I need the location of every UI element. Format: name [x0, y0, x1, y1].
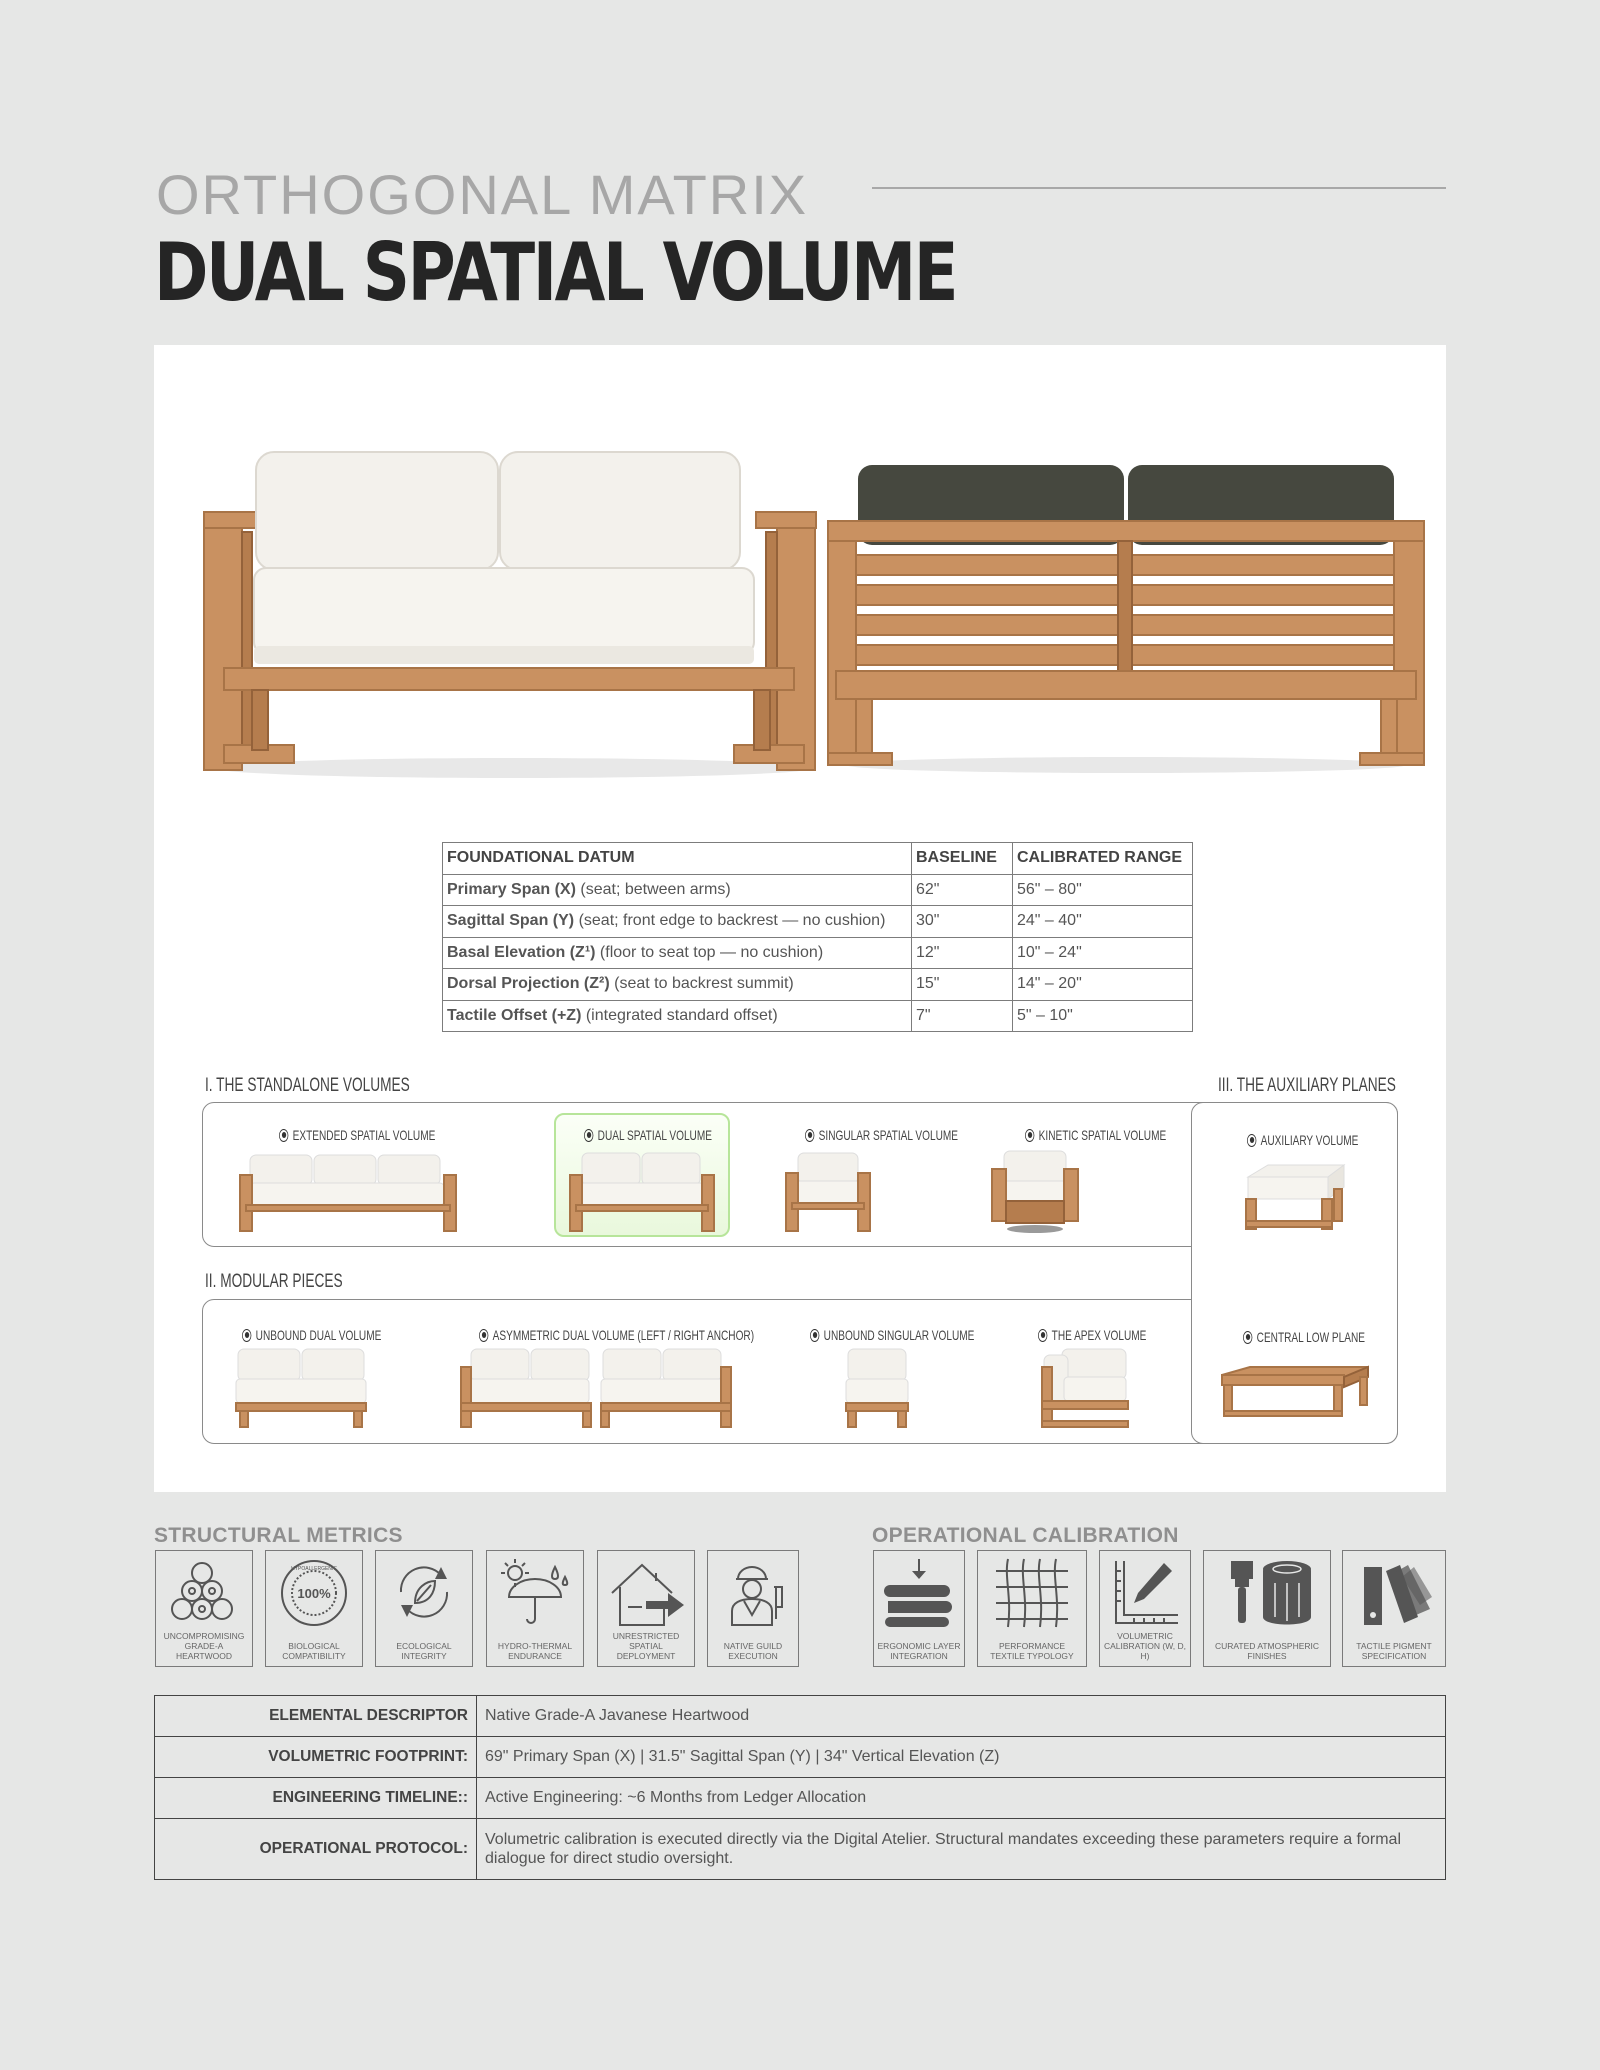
option-asymmetric-dual-volume[interactable] [479, 1327, 754, 1343]
spec-key: VOLUMETRIC FOOTPRINT: [155, 1737, 477, 1778]
spec-key: ELEMENTAL DESCRIPTOR [155, 1696, 477, 1737]
radio-icon [279, 1129, 288, 1142]
range-cell: 14" – 20" [1013, 969, 1193, 1001]
calibration-caption: ERGONOMIC LAYER INTEGRATION [877, 1641, 961, 1661]
ruler-pencil-icon [1110, 1557, 1180, 1629]
option-singular-spatial-volume[interactable] [805, 1127, 958, 1143]
radio-icon [584, 1129, 593, 1142]
seal-percent: 100% [297, 1586, 331, 1601]
range-cell: 56" – 80" [1013, 874, 1193, 906]
operational-calibration-heading: OPERATIONAL CALIBRATION [872, 1524, 1179, 1547]
datum-label: Sagittal Span (Y) [447, 912, 575, 930]
table-row [443, 969, 1193, 1001]
table-row [443, 937, 1193, 969]
header-datum: FOUNDATIONAL DATUM [443, 843, 912, 875]
metric-caption: BIOLOGICAL COMPATIBILITY [282, 1641, 346, 1661]
datum-cell [443, 1000, 912, 1032]
calibration-volumetric [1099, 1550, 1191, 1667]
datum-label: Basal Elevation (Z¹) [447, 943, 596, 961]
metric-caption: NATIVE GUILD EXECUTION [723, 1641, 783, 1661]
header-range: CALIBRATED RANGE [1013, 843, 1193, 875]
header-divider [872, 187, 1446, 189]
calibration-ergonomic [873, 1550, 965, 1667]
hypoallergenic-seal-icon [274, 1557, 354, 1629]
spec-value: Active Engineering: ~6 Months from Ledger Allocation [477, 1778, 1446, 1819]
metric-hydrothermal [486, 1550, 584, 1667]
baseline-cell: 15" [912, 969, 1013, 1001]
radio-icon [1025, 1129, 1034, 1142]
table-row [155, 1778, 1446, 1819]
page-title: DUAL SPATIAL VOLUME [154, 226, 957, 319]
option-unbound-singular-volume[interactable] [810, 1327, 974, 1343]
option-extended-spatial-volume[interactable] [279, 1127, 435, 1143]
spec-value: Volumetric calibration is executed directly via the Digital Atelier. Structural mandates exceeding these parameters require a formal dialogue for direct studio oversight. [477, 1819, 1446, 1880]
option-label: UNBOUND SINGULAR VOLUME [823, 1327, 975, 1343]
datum-cell [443, 937, 912, 969]
recycle-leaf-icon [389, 1557, 459, 1627]
baseline-cell: 12" [912, 937, 1013, 969]
datum-note: (floor to seat top — no cushion) [595, 943, 824, 961]
textile-weave-icon [992, 1557, 1072, 1629]
ottoman-thumbnail[interactable] [1242, 1163, 1348, 1235]
radio-icon [242, 1329, 251, 1342]
option-label: ASYMMETRIC DUAL VOLUME (LEFT / RIGHT ANCHOR) [492, 1327, 755, 1343]
standalone-section-label: I. THE STANDALONE VOLUMES [205, 1075, 410, 1096]
option-unbound-dual-volume[interactable] [242, 1327, 381, 1343]
page-subtitle: ORTHOGONAL MATRIX [156, 163, 809, 226]
radio-icon [810, 1329, 819, 1342]
metric-deployment [597, 1550, 695, 1667]
metric-ecological [375, 1550, 473, 1667]
range-cell: 10" – 24" [1013, 937, 1193, 969]
option-dual-spatial-volume[interactable] [584, 1127, 712, 1143]
table-row [155, 1737, 1446, 1778]
calibration-textile [977, 1550, 1087, 1667]
baseline-cell: 7" [912, 1000, 1013, 1032]
spec-value: 69" Primary Span (X) | 31.5" Sagittal Span (Y) | 34" Vertical Elevation (Z) [477, 1737, 1446, 1778]
option-central-low-plane[interactable] [1243, 1329, 1365, 1345]
datum-note: (seat to backrest summit) [609, 975, 794, 993]
sofa-front-view-image [194, 450, 834, 780]
auxiliary-section-label: III. THE AUXILIARY PLANES [1218, 1075, 1396, 1096]
dimensions-header-row [443, 843, 1193, 875]
metric-heartwood [155, 1550, 253, 1667]
calibration-caption: CURATED ATMOSPHERIC FINISHES [1214, 1641, 1320, 1661]
specifications-table [154, 1695, 1446, 1880]
radio-icon [479, 1329, 488, 1342]
unbound-dual-thumbnail[interactable] [234, 1347, 370, 1429]
table-row [155, 1696, 1446, 1737]
calibration-finishes [1203, 1550, 1331, 1667]
datum-cell [443, 969, 912, 1001]
asymmetric-dual-thumbnail[interactable] [459, 1347, 733, 1429]
weather-umbrella-icon [495, 1557, 575, 1629]
datum-label: Dorsal Projection (Z²) [447, 975, 610, 993]
kinetic-chair-thumbnail[interactable] [990, 1149, 1080, 1235]
metric-caption: UNCOMPROMISING GRADE-A HEARTWOOD [163, 1631, 245, 1661]
color-swatch-icon [1354, 1557, 1434, 1629]
radio-icon [1247, 1134, 1256, 1147]
extended-sofa-thumbnail[interactable] [238, 1153, 458, 1233]
table-row [443, 1000, 1193, 1032]
spec-key: ENGINEERING TIMELINE:: [155, 1778, 477, 1819]
table-row [155, 1819, 1446, 1880]
singular-chair-thumbnail[interactable] [784, 1151, 874, 1233]
metric-caption: UNRESTRICTED SPATIAL DEPLOYMENT [612, 1631, 680, 1661]
metric-biological [265, 1550, 363, 1667]
option-label: DUAL SPATIAL VOLUME [597, 1127, 712, 1143]
range-cell: 24" – 40" [1013, 906, 1193, 938]
option-label: KINETIC SPATIAL VOLUME [1038, 1127, 1167, 1143]
spec-key: OPERATIONAL PROTOCOL: [155, 1819, 477, 1880]
calibration-caption: PERFORMANCE TEXTILE TYPOLOGY [990, 1641, 1074, 1661]
datum-label: Primary Span (X) [447, 880, 576, 898]
datum-label: Tactile Offset (+Z) [447, 1006, 582, 1024]
option-auxiliary-volume[interactable] [1247, 1132, 1358, 1148]
table-row [443, 874, 1193, 906]
header-baseline: BASELINE [912, 843, 1013, 875]
sofa-rear-view-image [826, 463, 1426, 773]
apex-corner-thumbnail[interactable] [1040, 1347, 1130, 1431]
option-label: UNBOUND DUAL VOLUME [255, 1327, 382, 1343]
datum-note: (integrated standard offset) [581, 1006, 778, 1024]
baseline-cell: 62" [912, 874, 1013, 906]
radio-icon [805, 1129, 814, 1142]
option-label: CENTRAL LOW PLANE [1256, 1329, 1365, 1345]
range-cell: 5" – 10" [1013, 1000, 1193, 1032]
product-panel [154, 345, 1446, 1492]
option-label: EXTENDED SPATIAL VOLUME [292, 1127, 436, 1143]
dual-sofa-thumbnail[interactable] [564, 1151, 720, 1233]
spec-value: Native Grade-A Javanese Heartwood [477, 1696, 1446, 1737]
option-label: AUXILIARY VOLUME [1260, 1132, 1359, 1148]
structural-metrics-heading: STRUCTURAL METRICS [154, 1524, 403, 1547]
option-label: SINGULAR SPATIAL VOLUME [818, 1127, 958, 1143]
radio-icon [1243, 1331, 1252, 1344]
metric-caption: HYDRO-THERMAL ENDURANCE [497, 1641, 573, 1661]
craftsman-icon [718, 1557, 788, 1627]
datum-note: (seat; between arms) [575, 880, 731, 898]
brush-wood-icon [1217, 1557, 1317, 1629]
foam-layers-icon [884, 1557, 954, 1629]
datum-cell [443, 906, 912, 938]
calibration-pigment [1342, 1550, 1446, 1667]
datum-note: (seat; front edge to backrest — no cushion) [574, 912, 886, 930]
radio-icon [1038, 1329, 1047, 1342]
table-row [443, 906, 1193, 938]
seal-ring-text: HYPOALLERGENIC [291, 1566, 337, 1572]
baseline-cell: 30" [912, 906, 1013, 938]
calibration-caption: TACTILE PIGMENT SPECIFICATION [1356, 1641, 1432, 1661]
metric-guild [707, 1550, 799, 1667]
coffee-table-thumbnail[interactable] [1220, 1365, 1370, 1421]
calibration-caption: VOLUMETRIC CALIBRATION (W, D, H) [1103, 1631, 1187, 1661]
datum-cell [443, 874, 912, 906]
house-arrow-icon [606, 1557, 686, 1629]
modular-section-label: II. MODULAR PIECES [205, 1271, 343, 1292]
dimensions-table [442, 842, 1193, 1032]
unbound-singular-thumbnail[interactable] [844, 1347, 910, 1429]
option-kinetic-spatial-volume[interactable] [1025, 1127, 1166, 1143]
metric-caption: ECOLOGICAL INTEGRITY [396, 1641, 452, 1661]
option-the-apex-volume[interactable] [1038, 1327, 1146, 1343]
logs-icon [164, 1557, 244, 1629]
option-label: THE APEX VOLUME [1051, 1327, 1147, 1343]
